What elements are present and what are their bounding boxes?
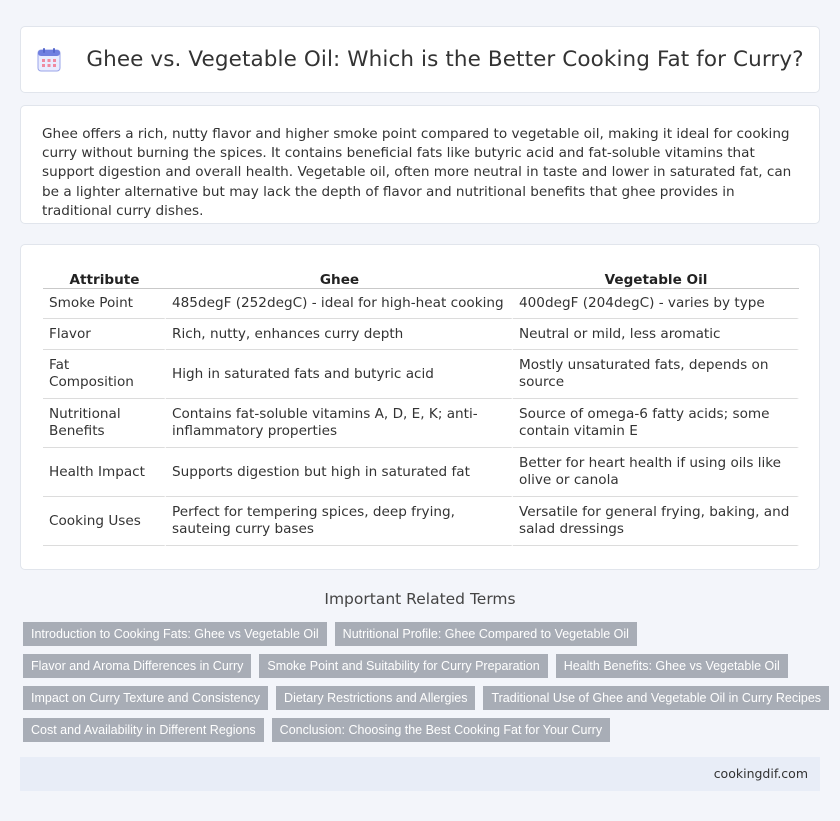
table-cell: Smoke Point — [43, 289, 166, 319]
related-term-tag[interactable]: Cost and Availability in Different Regions — [23, 718, 264, 742]
related-term-tag[interactable]: Introduction to Cooking Fats: Ghee vs Vegetable Oil — [23, 622, 327, 646]
page-title: Ghee vs. Vegetable Oil: Which is the Better Cooking Fat for Curry? — [86, 47, 804, 72]
comparison-table — [43, 267, 799, 546]
tag-row — [23, 718, 823, 742]
table-cell: Rich, nutty, enhances curry depth — [166, 319, 513, 350]
tag-row — [23, 622, 823, 646]
table-cell: 485degF (252degC) - ideal for high-heat cooking — [166, 289, 513, 319]
table-cell: High in saturated fats and butyric acid — [166, 350, 513, 399]
table-cell: Contains fat-soluble vitamins A, D, E, K; anti-inflammatory properties — [166, 399, 513, 448]
table-cell: Source of omega-6 fatty acids; some contain vitamin E — [513, 399, 799, 448]
table-cell: Health Impact — [43, 448, 166, 497]
table-cell: Nutritional Benefits — [43, 399, 166, 448]
related-terms-title: Important Related Terms — [324, 590, 516, 608]
column-header: Attribute — [43, 267, 166, 289]
table-row — [43, 350, 799, 399]
footer-site-link[interactable]: cookingdif.com — [713, 766, 808, 781]
header-card — [20, 26, 820, 93]
table-cell: 400degF (204degC) - varies by type — [513, 289, 799, 319]
table-row — [43, 497, 799, 546]
related-term-tag[interactable]: Dietary Restrictions and Allergies — [276, 686, 475, 710]
table-row — [43, 448, 799, 497]
intro-card — [20, 105, 820, 224]
table-row — [43, 319, 799, 350]
related-term-tag[interactable]: Impact on Curry Texture and Consistency — [23, 686, 268, 710]
column-header: Ghee — [166, 267, 513, 289]
related-terms-list — [23, 622, 823, 750]
table-cell: Neutral or mild, less aromatic — [513, 319, 799, 350]
related-term-tag[interactable]: Smoke Point and Suitability for Curry Preparation — [259, 654, 547, 678]
related-term-tag[interactable]: Traditional Use of Ghee and Vegetable Oil in Curry Recipes — [483, 686, 829, 710]
table-cell: Cooking Uses — [43, 497, 166, 546]
related-term-tag[interactable]: Conclusion: Choosing the Best Cooking Fat for Your Curry — [272, 718, 610, 742]
tag-row — [23, 686, 823, 710]
table-cell: Fat Composition — [43, 350, 166, 399]
footer — [20, 757, 820, 791]
table-cell: Versatile for general frying, baking, and salad dressings — [513, 497, 799, 546]
related-term-tag[interactable]: Nutritional Profile: Ghee Compared to Vegetable Oil — [335, 622, 637, 646]
table-row — [43, 289, 799, 319]
tag-row — [23, 654, 823, 678]
calendar-icon — [36, 47, 62, 73]
table-cell: Better for heart health if using oils like olive or canola — [513, 448, 799, 497]
comparison-table-card — [20, 244, 820, 570]
table-row — [43, 399, 799, 448]
table-cell: Perfect for tempering spices, deep frying, sauteing curry bases — [166, 497, 513, 546]
table-cell: Supports digestion but high in saturated fat — [166, 448, 513, 497]
related-term-tag[interactable]: Health Benefits: Ghee vs Vegetable Oil — [556, 654, 788, 678]
table-cell: Mostly unsaturated fats, depends on source — [513, 350, 799, 399]
intro-text: Ghee offers a rich, nutty flavor and higher smoke point compared to vegetable oil, making it ideal for cooking curry without burning the spices. It contains beneficial fats like butyric acid and fat-soluble vitamins that support digestion and overall health. Vegetable oil, often more neutral in taste and lower in saturated fat, can be a lighter alternative but may lack the depth of flavor and nutritional benefits that ghee provides in traditional curry dishes. — [42, 126, 792, 219]
column-header: Vegetable Oil — [513, 267, 799, 289]
related-term-tag[interactable]: Flavor and Aroma Differences in Curry — [23, 654, 251, 678]
table-cell: Flavor — [43, 319, 166, 350]
table-header-row — [43, 267, 799, 289]
